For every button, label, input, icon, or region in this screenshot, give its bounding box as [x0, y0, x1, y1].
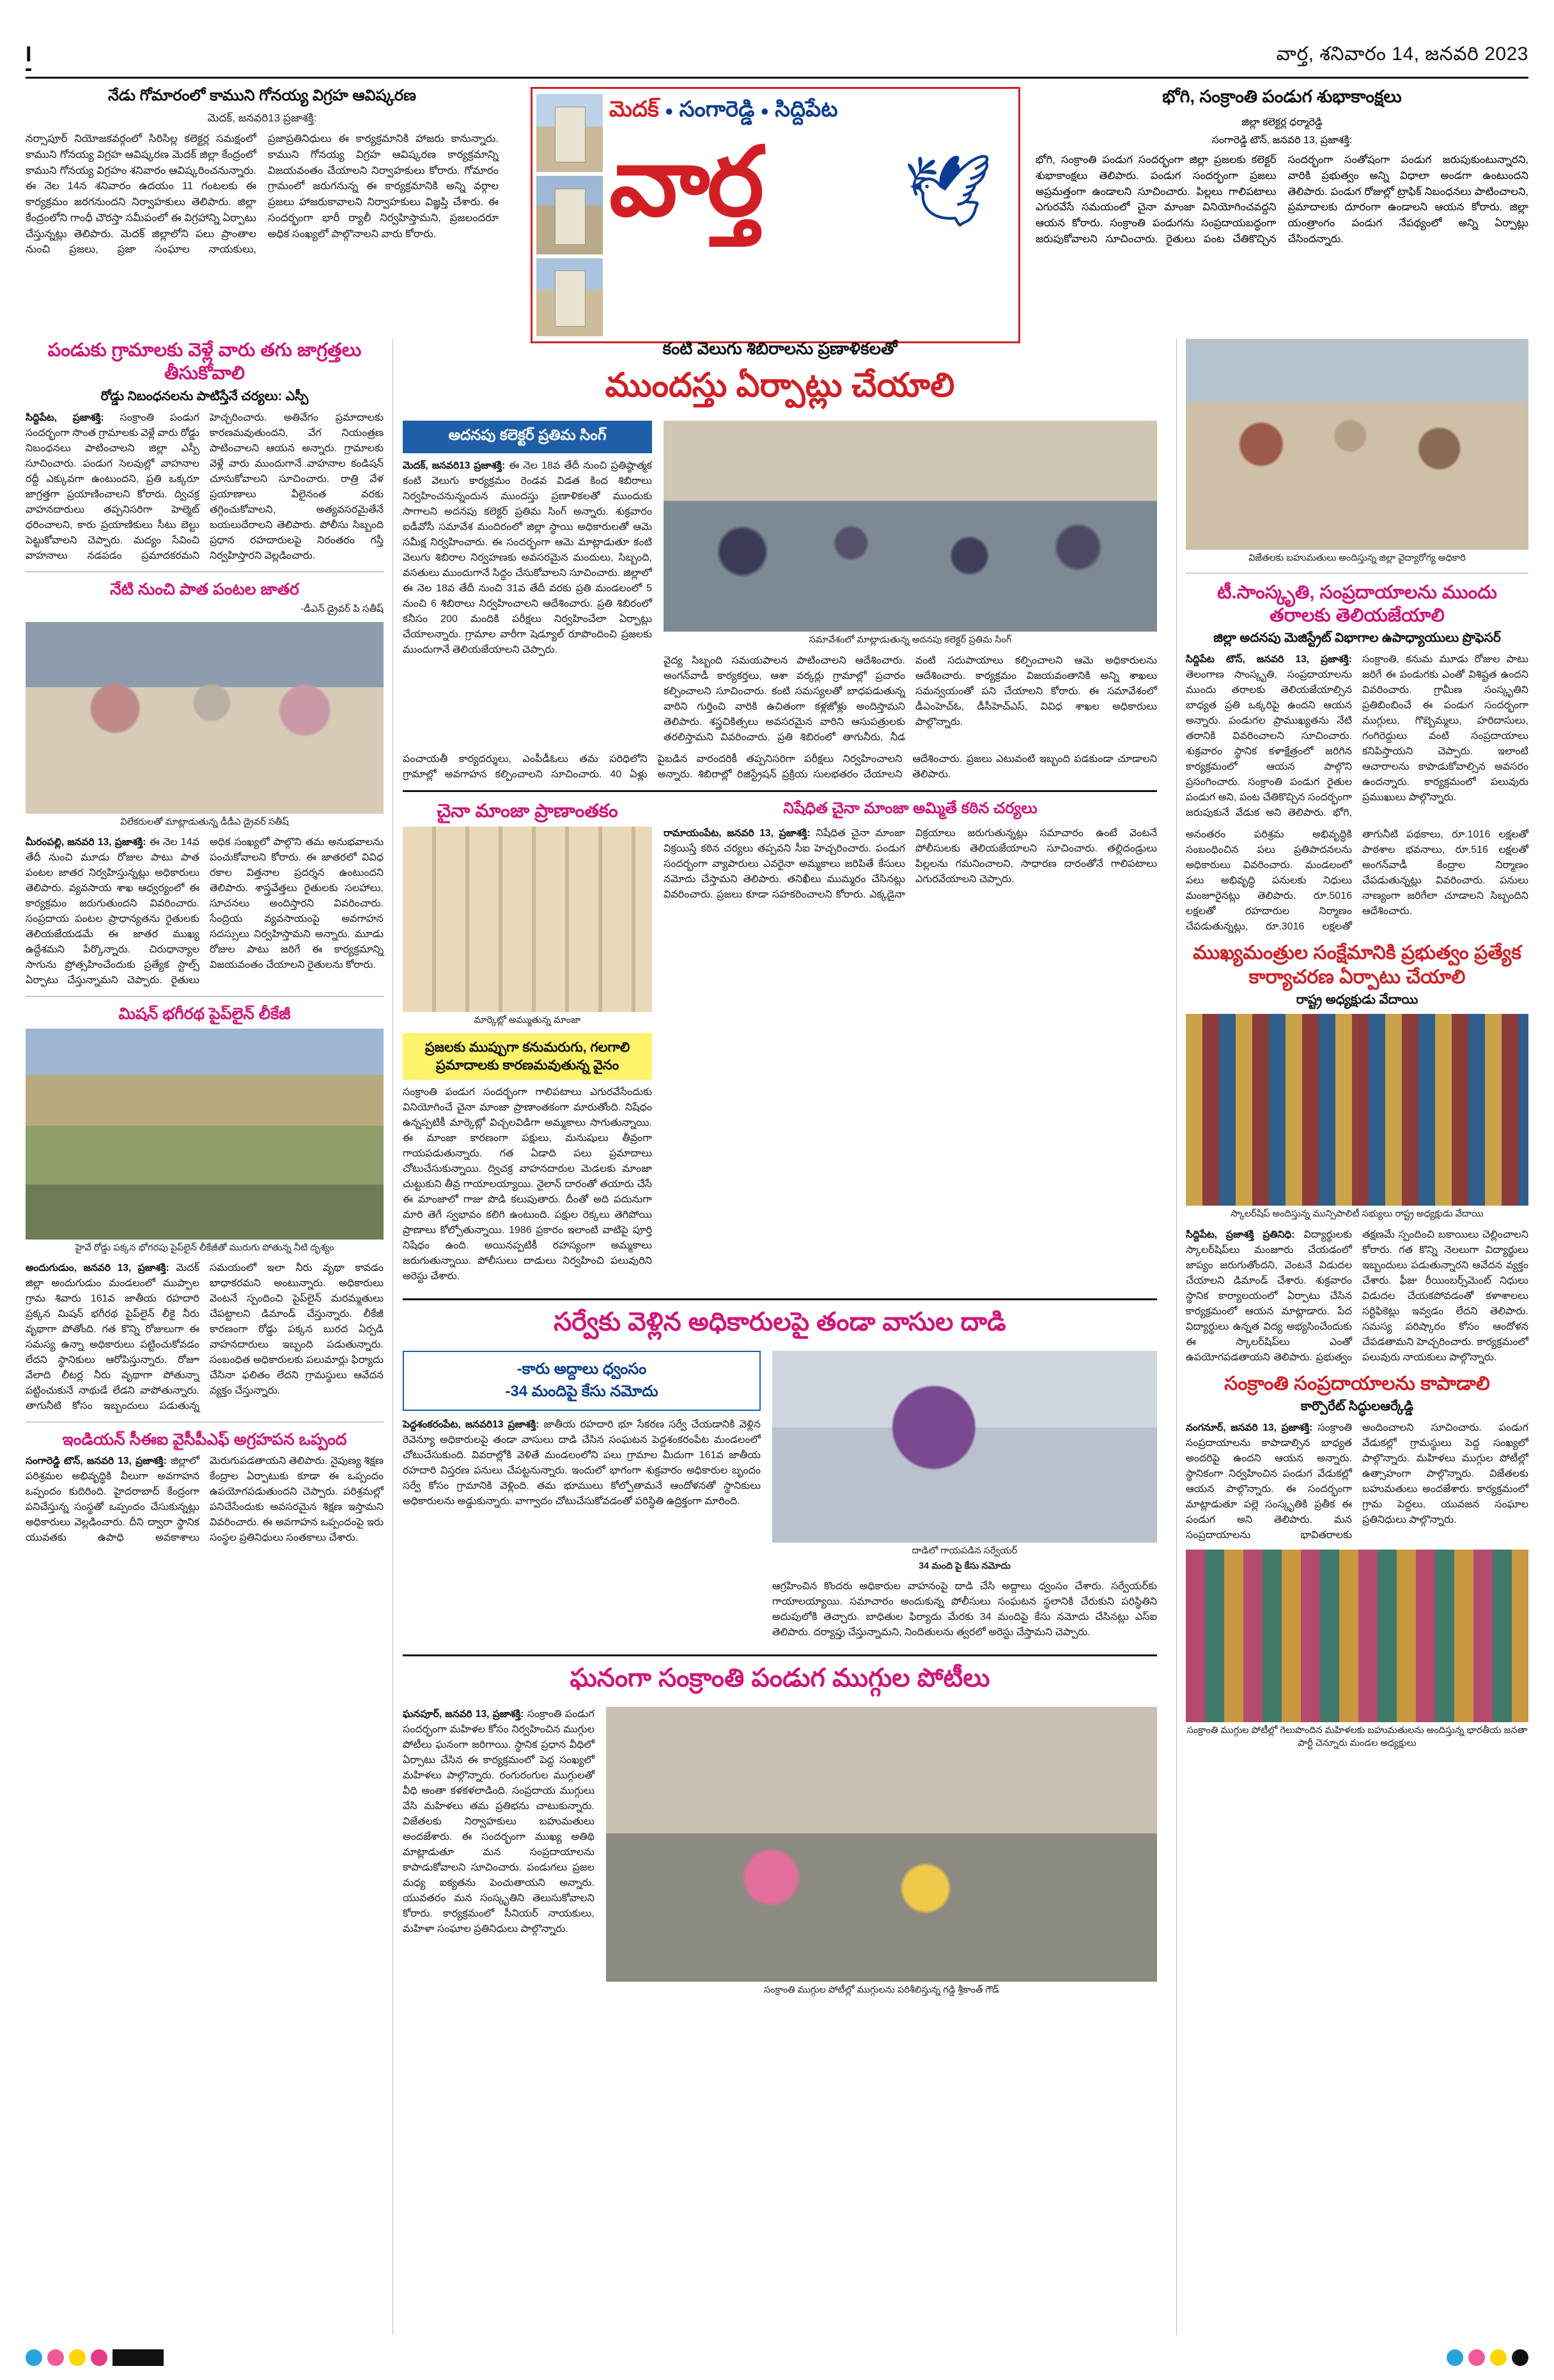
left-story-1-text: సంక్రాంతి పండుగ సందర్భంగా సొంత గ్రామాలకు వెళ్లే వారు రోడ్డు నిబంధనలు పాటించాలని జిల్లా ఎస్పీ సూచించారు. పండుగ సెలవుల్లో వాహనాల రద్దీ ఎక్కువగా ఉంటుందని, ప్రతి ఒక్కరూ జాగ్రత్తగా ప్రయాణించాలని కోరారు. ద్విచక్ర వాహనదారులు తప్పనిసరిగా హెల్మెట్ ధరించాలని, కారు ప్రయాణికులు సీటు బెల్టు పెట్టుకోవాలని చెప్పారు. మద్యం సేవించి వాహనాలు నడపడం ప్రమాదకరమని హెచ్చరించారు. అతివేగం ప్రమాదాలకు కారణమవుతుందని, వేగ నియంత్రణ పాటించాలని ఆయన అన్నారు. గ్రామాలకు వెళ్లే వారు ముందుగానే వాహనాల కండిషన్ చూసుకోవాలని సూచించారు. రాత్రి వేళ ప్రయాణాలు వీలైనంత వరకు తగ్గించుకోవాలని, అత్యవసరమైతేనే బయలుదేరాలని తెలిపారు. పోలీసు సిబ్బంది ప్రధాన రహదారులపై నిరంతరం గస్తీ నిర్వహిస్తారని వెల్లడించారు. [26, 412, 384, 561]
right-story-1 [1186, 581, 1528, 935]
attack-story [403, 1308, 1157, 1647]
footer-dot-black-2 [1512, 2349, 1528, 2366]
attack-subcaption: 34 మంది పై కేసు నమోదు [919, 1560, 1011, 1571]
right-story-2-body [1186, 1227, 1528, 1365]
right-story-1-dateline: సిద్దిపేట టౌన్, జనవరి 13, ప్రజాశక్తి: [1186, 654, 1352, 665]
attack-figure [772, 1351, 1157, 1573]
page-number: I [26, 42, 31, 71]
left-story-4 [26, 1430, 384, 1546]
manja-action-headline: నిషేధిత చైనా మాంజా అమ్మితే కఠిన చర్యలు [783, 799, 1037, 817]
right-story-3-dateline: నంగనూర్, జనవరి 13, ప్రజాశక్తి: [1186, 1422, 1313, 1434]
footer-dot-cyan-2 [1447, 2349, 1463, 2366]
top-left-body: నర్సాపూర్ నియోజకవర్గంలో సిరిసిల్ల కలెక్టర్ల సమక్షంలో కాముని గోనయ్య విగ్రహ ఆవిష్కరణ మెదక్ జిల్లా కేంద్రంలో కాముని గోనయ్య విగ్రహం శనివారం ఆవిష్కరించనున్నారు. ఈ నెల 14న శనివారం ఉదయం 11 గంటలకు ఈ కార్యక్రమం జరగనుందని నిర్వాహకులు తెలిపారు. జిల్లా కేంద్రంలోని గాంధీ చౌరస్తా సమీపంలో ఈ విగ్రహాన్ని ఏర్పాటు చేస్తున్నట్లు తెలిపారు. మెదక్ జిల్లాలోని పలు ప్రాంతాల నుంచి ప్రజలు, ప్రజా సంఘాల నాయకులు, ప్రజాప్రతినిధులు ఈ కార్యక్రమానికి హాజరు కానున్నారు. కాముని గోనయ్య విగ్రహ ఆవిష్కరణ కార్యక్రమాన్ని విజయవంతం చేయాలని నిర్వాహకులు కోరారు. గోమారం గ్రామంలో జరుగనున్న ఈ కార్యక్రమానికి అన్ని వర్గాల ప్రజలు హాజరుకావాలని నిర్వాహకులు విజ్ఞప్తి చేశారు. ఈ సందర్భంగా భారీ ర్యాలీ నిర్వహిస్తామని, ప్రజలందరూ అధిక సంఖ్యలో పాల్గొనాలని వారు కోరారు. [26, 133, 499, 256]
manja-image [403, 827, 652, 1012]
right-image-1 [1186, 339, 1528, 550]
attack-bullets [403, 1351, 761, 1411]
left-story-2-caption: విలేకరులతో మాట్లాడుతున్న డీడీఎ డ్రైవర్ సతీష్ [120, 816, 289, 827]
left-story-3-caption: హైవే రోడ్డు పక్కన భోగరపు పైప్‌లైన్ లీకేజీతో మురుగు పోతున్న నీటి దృశ్యం [75, 1242, 334, 1253]
rangoli-story [403, 1664, 1157, 2003]
dove-icon: 🕊 [903, 152, 993, 230]
footer-dots-left [26, 2349, 164, 2366]
top-right-subhead: జిల్లా కలెక్టర్ల ధర్మారెడ్డి [1241, 117, 1323, 128]
lead-caption: సమావేశంలో మాట్లాడుతున్న అదనపు కలెక్టర్ ప్రతిమ సింగ్ [809, 635, 1012, 645]
attack-image [772, 1351, 1157, 1543]
right-figure-2 [1186, 1014, 1528, 1221]
attack-caption: దాడిలో గాయపడిన సర్వేయర్ [912, 1545, 1018, 1556]
manja-figure [403, 827, 652, 1027]
right-caption-3: సంక్రాంతి ముగ్గుల పోటీల్లో గెలుపొందిన మహిళలకు బహుమతులను అందిస్తున్న భారతీయ జనతా పార్టీ చెన్నూరు మండల అధ్యక్షులు [1186, 1725, 1528, 1748]
lead-body-mid: వైద్య సిబ్బంది సమయపాలన పాటించాలని ఆదేశించారు. అంగన్‌వాడీ కార్యకర్తలు, ఆశా వర్కర్లు గ్రామాల్లో ప్రచారం కల్పించాలని సూచించారు. కంటి సమస్యలతో బాధపడుతున్న వారిని గుర్తించి వారికి ఉచితంగా కళ్లజోళ్లు అందిస్తామని తెలిపారు. శస్త్రచికిత్సలు అవసరమైన వారిని ఆసుపత్రులకు తరలిస్తామని వివరించారు. ప్రతి శిబిరంలో తాగునీరు, నీడ వంటి సదుపాయాలు కల్పించాలని ఆమె అధికారులను ఆదేశించారు. కార్యక్రమం విజయవంతానికి అన్ని శాఖలు సమన్వయంతో పని చేయాలని కోరారు. ఈ సమావేశంలో డీఎంహెచ్ఓ, డీసీహెచ్ఎస్, వివిధ శాఖల అధికారులు పాల్గొన్నారు. [664, 655, 1157, 743]
manja-caption: మార్కెట్లో అమ్ముతున్న మాంజా [474, 1015, 581, 1025]
top-left-dateline: మెదక్, జనవరి13 ప్రజాశక్తి: [207, 112, 317, 124]
left-story-2 [26, 580, 384, 989]
manja-section [403, 800, 1157, 1291]
attack-body-right: ఆగ్రహించిన కొందరు అధికారుల వాహనంపై దాడి చేసి అద్దాలు ధ్వంసం చేశారు. సర్వేయర్‌కు గాయాలయ్యాయి. సమాచారం అందుకున్న పోలీసులు సంఘటన స్థలానికి చేరుకుని పరిస్థితిని అదుపులోకి తెచ్చారు. బాధితుల ఫిర్యాదు మేరకు 34 మందిపై కేసు నమోదు చేసినట్లు ఎస్ఐ తెలిపారు. దర్యాప్తు చేస్తున్నామని, నిందితులను త్వరలో అరెస్టు చేస్తామని చెప్పారు. [772, 1581, 1157, 1638]
manja-body: సంక్రాంతి పండుగ సందర్భంగా గాలిపటాలు ఎగురవేసేందుకు వినియోగించే చైనా మాంజా ప్రాణాంతకంగా మారుతోంది. నిషేధం ఉన్నప్పటికీ మార్కెట్లో విచ్చలవిడిగా అమ్మకాలు సాగుతున్నాయి. ఈ మాంజా కారణంగా పక్షులు, మనుషులు తీవ్రంగా గాయపడుతున్నారు. గత ఏడాది పలు ప్రమాదాలు చోటుచేసుకున్నాయి. ద్విచక్ర వాహనదారుల మెడలకు మాంజా చుట్టుకుని తీవ్ర గాయాలయ్యాయి. నైలాన్ దారంతో తయారు చేసే ఈ మాంజాలో గాజు పొడి కలుపుతారు. దీంతో అది పదునుగా మారి తెగే స్వభావం కలిగి ఉంటుంది. పక్షుల రెక్కలు తెగిపోయి ప్రాణాలు కోల్పోతున్నాయి. 1986 ప్రకారం ఇలాంటి వాటిపై పూర్తి నిషేధం ఉంది. అయినప్పటికీ రహస్యంగా అమ్మకాలు జరుగుతున్నాయి. పోలీసులు దాడులు నిర్వహించి పలువురిని అరెస్టు చేశారు. [403, 1086, 652, 1282]
left-story-3-dateline: అందుగుడుం, జనవరి 13, ప్రజాశక్తి: [26, 1263, 169, 1274]
masthead-logo-block [531, 87, 1020, 343]
attack-bullet-1: -కారు అద్దాలు ధ్వంసం [517, 1360, 647, 1378]
right-story-1-headline: టీ.సాంస్కృతి, సంప్రదాయాలను ముందు తరాలకు తెలియజేయాలి [1217, 582, 1497, 626]
rangoli-body [403, 1707, 594, 1937]
lead-headline: ముందస్తు ఏర్పాట్లు చేయాలి [605, 367, 955, 404]
right-image-2 [1186, 1014, 1528, 1206]
attack-text-left: జాతీయ రహదారి భూ సేకరణ సర్వే చేయడానికి వెళ్లిన రెవెన్యూ అధికారులపై తండా వాసులు దాడి చేసిన సంఘటన పెద్దశంకరంపేట మండలంలో చోటుచేసుకుంది. వివరాల్లోకి వెళితే మండలంలోని పలు గ్రామాల మీదుగా 161వ జాతీయ రహదారి విస్తరణ పనులు చేపట్టనున్నారు. ఇందులో భాగంగా శుక్రవారం అధికారుల బృందం సర్వే కోసం గ్రామానికి వెళ్లింది. తమ భూములు కోల్పోతామనే ఆందోళనతో స్థానికులు అధికారులను అడ్డుకున్నారు. వాగ్వాదం చోటుచేసుకోవడంతో పరిస్థితి ఉద్రిక్తంగా మారింది. [403, 1419, 761, 1507]
district-separator-1: • [665, 99, 673, 124]
right-story-1-body-2: అనంతరం పరిశ్రమ అభివృద్ధికి సంబంధించిన పలు ప్రతిపాదనలను అధికారులు వివరించారు. మండలంలో పలు అభివృద్ధి పనులకు నిధులు మంజూరైనట్లు తెలిపారు. రూ.5016 లక్షలతో రహదారుల నిర్మాణం చేపడుతున్నట్లు, రూ.3016 లక్షలతో తాగునీటి పథకాలు, రూ.1016 లక్షలతో పాఠశాల భవనాలు, రూ.516 లక్షలతో అంగన్‌వాడీ కేంద్రాల నిర్మాణం చేపడుతున్నట్లు వివరించారు. పనులు నాణ్యంగా జరిగేలా చూడాలని సిబ్బందిని ఆదేశించారు. [1186, 829, 1528, 933]
top-left-story [26, 87, 499, 258]
right-story-1-text: తెలంగాణ సాంస్కృతి, సంప్రదాయాలను ముందు తరాలకు తెలియజేయాల్సిన బాధ్యత ప్రతి ఒక్కరిపై ఉందని ఆయన అన్నారు. పండుగల ప్రాముఖ్యతను నేటి తరానికి వివరించాలని సూచించారు. శుక్రవారం స్థానిక కళాక్షేత్రంలో జరిగిన కార్యక్రమంలో ఆయన పాల్గొని ప్రసంగించారు. సంక్రాంతి పండుగ రైతుల పండుగ అని, పంట చేతికొచ్చిన సందర్భంగా జరుపుకునే వేడుక అని తెలిపారు. భోగి, సంక్రాంతి, కనుమ మూడు రోజుల పాటు జరిగే ఈ పండుగకు ఎంతో విశిష్టత ఉందని వివరించారు. గ్రామీణ సంస్కృతిని ప్రతిబింబించే ఈ పండుగ సందర్భంగా ముగ్గులు, గొబ్బెమ్మలు, హరిదాసులు, గంగిరెద్దులు వంటి సంప్రదాయాలు కనిపిస్తాయని చెప్పారు. ఇలాంటి ఆచారాలను కాపాడుకోవాల్సిన అవసరం ఉందన్నారు. కార్యక్రమంలో పలువురు ప్రముఖులు పాల్గొన్నారు. [1186, 654, 1528, 819]
rangoli-dateline: ఘనపూర్, జనవరి 13, ప్రజాశక్తి: [403, 1709, 524, 1720]
footer-dot-yellow-2 [1490, 2349, 1507, 2366]
rangoli-image [606, 1707, 1157, 1982]
right-image-3 [1186, 1550, 1528, 1722]
right-story-1-subhead: జిల్లా అదనపు మెజిస్ట్రేట్ విభాగాల ఉపాధ్యాయులు ప్రొఫెసర్ [1213, 631, 1501, 646]
masthead-districts [609, 95, 1014, 128]
top-left-headline: నేడు గోమారంలో కాముని గోనయ్య విగ్రహ ఆవిష్కరణ [108, 87, 416, 104]
district-siddipet: సిద్దిపేట [775, 97, 838, 121]
left-column [26, 339, 393, 2335]
top-right-headline: భోగి, సంక్రాంతి పండుగ శుభాకాంక్షలు [1162, 87, 1402, 106]
rangoli-headline: ఘనంగా సంక్రాంతి పండుగ ముగ్గుల పోటీలు [570, 1664, 990, 1693]
footer-dot-yellow [69, 2349, 86, 2366]
left-story-4-dateline: సంగారెడ్డి టౌన్, జనవరి 13, ప్రజాశక్తి: [26, 1456, 167, 1467]
left-story-4-body [26, 1454, 384, 1546]
lead-text-left: ఈ నెల 18వ తేదీ నుంచి ప్రతిష్ఠాత్మక కంటి వెలుగు కార్యక్రమం రెండవ విడత కింద శిబిరాలు నిర్వహించనున్నందున ముందస్తు ప్రణాళికలతో ముందుకు సాగాలని అదనపు కలెక్టర్ ప్రతిమ సింగ్ అన్నారు. శుక్రవారం ఐడీవోసీ సమావేశ మందిరంలో జిల్లా స్థాయి అధికారులతో ఆమె సమీక్ష నిర్వహించారు. ఈ సందర్భంగా ఆమె మాట్లాడుతూ కంటి వెలుగు శిబిరాల నిర్వహణకు అవసరమైన మందులు, సిబ్బంది, వసతులు ముందుగానే సిద్ధం చేసుకోవాలని సూచించారు. జిల్లాలో ఈ నెల 18వ తేదీ నుంచి 31వ తేదీ వరకు ప్రతి మండలంలో 5 నుంచి 6 శిబిరాలు నిర్వహించాలని ఆదేశించారు. ప్రతి శిబిరంలో కనీసం 200 మందికి పరీక్షలు నిర్వహించేలా ఏర్పాట్లు చేయాలన్నారు. గ్రామాల వారీగా షెడ్యూల్ రూపొందించి ప్రజలకు ముందుగానే తెలియజేయాలని చెప్పారు. [403, 460, 652, 655]
manja-action-text: నిషేధిత చైనా మాంజా విక్రయిస్తే కఠిన చర్యలు తప్పవని సీఐ హెచ్చరించారు. పండుగ సందర్భంగా వ్యాపారులు ఎవరైనా అమ్మకాలు జరిపితే కేసులు నమోదు చేస్తామని తెలిపారు. తనిఖీలు ముమ్మరం చేసినట్లు వివరించారు. ప్రజలు కూడా సహకరించాలని కోరారు. ఎక్కడైనా విక్రయాలు జరుగుతున్నట్లు సమాచారం ఉంటే వెంటనే పోలీసులకు తెలియజేయాలని సూచించారు. తల్లిదండ్రులు పిల్లలను గమనించాలని, సాధారణ దారంతోనే గాలిపటాలు ఎగురవేయాలని చెప్పారు. [664, 827, 1157, 900]
left-story-2-figure [26, 622, 384, 829]
center-column [403, 339, 1157, 2335]
lead-figure [664, 421, 1157, 647]
masthead-photo-1 [536, 94, 603, 172]
rangoli-text: సంక్రాంతి పండుగ సందర్భంగా మహిళల కోసం నిర్వహించిన ముగ్గుల పోటీలు ఘనంగా జరిగాయి. స్థానిక ప్రధాన వీధిలో ఏర్పాటు చేసిన ఈ కార్యక్రమంలో పెద్ద సంఖ్యలో మహిళలు పాల్గొన్నారు. రంగురంగుల ముగ్గులతో వీధి అంతా కళకళలాడింది. సంప్రదాయ ముగ్గులు వేసి మహిళలు తమ ప్రతిభను చాటుకున్నారు. విజేతలకు నిర్వాహకులు బహుమతులు అందజేశారు. ఈ సందర్భంగా ముఖ్య అతిథి మాట్లాడుతూ మన సంప్రదాయాలను కాపాడుకోవాలని సూచించారు. పండుగలు ప్రజల మధ్య ఐక్యతను పెంచుతాయని అన్నారు. యువతరం మన సంస్కృతిని తెలుసుకోవాలని కోరారు. కార్యక్రమంలో సీనియర్ నాయకులు, మహిళా సంఘాల ప్రతినిధులు పాల్గొన్నారు. [403, 1709, 594, 1935]
right-story-3-body [1186, 1420, 1528, 1543]
left-story-3-figure [26, 1029, 384, 1255]
masthead-dateline: వార్త, శనివారం 14, జనవరి 2023 [1276, 43, 1528, 65]
right-story-2-text: విద్యార్థులకు స్కాలర్‌షిప్‌లు మంజూరు చేయడంలో జాప్యం జరుగుతోందని, వెంటనే విడుదల చేయాలని డిమాండ్ చేశారు. శుక్రవారం స్థానిక కార్యాలయంలో ఏర్పాటు చేసిన కార్యక్రమంలో ఆయన మాట్లాడారు. పేద విద్యార్థులు ఉన్నత విద్య అభ్యసించేందుకు ఈ స్కాలర్‌షిప్‌లు ఎంతో ఉపయోగపడతాయని తెలిపారు. ప్రభుత్వం తక్షణమే స్పందించి బకాయిలు చెల్లించాలని కోరారు. గత కొన్ని నెలలుగా విద్యార్థులు ఇబ్బందులు పడుతున్నారని ఆవేదన వ్యక్తం చేశారు. ఫీజు రీయింబర్స్‌మెంట్ నిధులు విడుదల చేయకపోవడంతో కళాశాలలు సర్టిఫికెట్లు ఇవ్వడం లేదని తెలిపారు. సమస్య పరిష్కారం కోసం ఆందోళన చేపడతామని హెచ్చరించారు. కార్యక్రమంలో పలువురు నాయకులు పాల్గొన్నారు. [1186, 1229, 1528, 1363]
manja-action-dateline: రామాయంపేట, జనవరి 13, ప్రజాశక్తి: [664, 827, 811, 839]
rangoli-caption: సంక్రాంతి ముగ్గుల పోటీల్లో ముగ్గులను పరిశీలిస్తున్న గడ్డి శ్రీకాంత్ గౌడ్ [764, 1985, 999, 1996]
district-separator-2: • [761, 99, 769, 124]
left-story-4-text: జిల్లాలో పరిశ్రమల అభివృద్ధికి వీలుగా అవగాహన ఒప్పందం కుదిరింది. హైదరాబాద్ కేంద్రంగా పనిచేస్తున్న సంస్థతో ఒప్పందం చేసుకున్నట్లు అధికారులు వెల్లడించారు. దీని ద్వారా స్థానిక యువతకు ఉపాధి అవకాశాలు మెరుగుపడతాయని తెలిపారు. నైపుణ్య శిక్షణ కేంద్రాల ఏర్పాటుకు కూడా ఈ ఒప్పందం ఉపయోగపడుతుందని చెప్పారు. పరిశ్రమల్లో పనిచేసేందుకు అవసరమైన శిక్షణ ఇస్తామని వివరించారు. ఈ అవగాహన ఒప్పందంపై ఇరు సంస్థల ప్రతినిధులు సంతకాలు చేశారు. [26, 1456, 384, 1544]
footer-dot-pink [91, 2349, 107, 2366]
right-caption-1: విజేతలకు బహుమతులు అందిస్తున్న జిల్లా వైద్యారోగ్య అధికారి [1248, 553, 1466, 563]
attack-body-left [403, 1417, 761, 1509]
top-right-dateline: సంగారెడ్డి టౌన్, జనవరి 13, ప్రజాశక్తి: [1211, 135, 1353, 146]
lead-kicker: కంటి వెలుగు శిబిరాలను ప్రణాళికలతో [662, 339, 897, 358]
lead-story [403, 339, 1157, 782]
right-highlight-1-sub: రాష్ట్ర అధ్యక్షుడు వేదాయి [1296, 993, 1418, 1007]
footer-dots-right [1447, 2349, 1528, 2366]
right-figure-3 [1186, 1550, 1528, 1750]
top-right-story [1036, 87, 1528, 247]
left-story-2-image [26, 622, 384, 814]
attack-headline: సర్వేకు వెళ్లిన అధికారులపై తండా వాసుల దాడి [554, 1307, 1006, 1336]
masthead-photo-2 [536, 176, 603, 254]
left-story-1-dateline: సిద్దిపేట, ప్రజాశక్తి: [26, 412, 104, 423]
left-story-3-headline: మిషన్ భగీరథ పైప్‌లైన్ లీకేజీ [118, 1005, 291, 1023]
right-story-2-dateline: సిద్దిపేట, ప్రజాశక్తి ప్రతినిధి: [1186, 1229, 1295, 1240]
left-story-3-body [26, 1261, 384, 1414]
masthead-photo-strip [536, 94, 603, 336]
right-column [1176, 339, 1528, 2335]
right-highlight-1: ముఖ్యమంత్రుల సంక్షేమానికి ప్రభుత్వం ప్రత్యేక కార్యాచరణ ఏర్పాటు చేయాలి [1193, 942, 1521, 988]
lead-body-right: పంచాయతీ కార్యదర్శులు, ఎంపీడీఓలు తమ పరిధిలోని గ్రామాల్లో అవగాహన కల్పించాలని సూచించారు. 40 ఏళ్లు పైబడిన వారందరికీ తప్పనిసరిగా పరీక్షలు నిర్వహించాలని అన్నారు. శిబిరాల్లో రిజిస్ట్రేషన్ ప్రక్రియ సులభతరం చేయాలని ఆదేశించారు. ప్రజలు ఎటువంటి ఇబ్బంది పడకుండా చూడాలని తెలిపారు. [403, 753, 1157, 780]
footer-registration-marks [26, 2349, 1528, 2368]
footer-dot-cyan [26, 2349, 42, 2366]
lead-body-left [403, 458, 652, 658]
lead-dateline: మెదక్, జనవరి13 ప్రజాశక్తి: [403, 460, 506, 471]
top-right-body: భోగి, సంక్రాంతి పండుగ సందర్భంగా జిల్లా ప్రజలకు కలెక్టర్ శుభాకాంక్షలు తెలిపారు. పండుగ సందర్భంగా ప్రజలు అప్రమత్తంగా ఉండాలని సూచించారు. పిల్లలు గాలిపటాలు ఎగురవేసే సమయంలో చైనా మాంజా వినియోగించవద్దని ఆయన కోరారు. సంక్రాంతి పండుగను సంప్రదాయబద్ధంగా జరుపుకోవాలని సూచించారు. రైతులు పంట చేతికొచ్చిన సందర్భంగా సంతోషంగా పండుగ జరుపుకుంటున్నారని, వారికి ప్రభుత్వం అన్ని విధాలా అండగా ఉంటుందని తెలిపారు. పండుగ రోజుల్లో ట్రాఫిక్ నిబంధనలు పాటించాలని, ప్రమాదాలకు దూరంగా ఉండాలని ఆయన కోరారు. జిల్లా యంత్రాంగం పండుగ నేపథ్యంలో అన్ని ఏర్పాట్లు చేసిందన్నారు. [1036, 154, 1528, 245]
footer-dot-magenta [47, 2349, 64, 2366]
masthead-title: వార్త [609, 128, 762, 235]
center-divider-3 [403, 1654, 1157, 1656]
content-area [26, 339, 1528, 2335]
left-divider-2 [26, 996, 384, 997]
footer-bar-black [113, 2349, 164, 2366]
left-story-2-body [26, 835, 384, 988]
center-divider-2 [403, 1298, 1157, 1300]
district-sangareddy: సంగారెడ్డి [679, 97, 755, 121]
left-story-3-image [26, 1029, 384, 1240]
right-story-1-body [1186, 652, 1528, 821]
left-story-3 [26, 1004, 384, 1414]
left-story-4-headline: ఇండియన్ సీఈఐ వైసీపీఎఫ్ అగ్రహపన ఒప్పంద [62, 1431, 347, 1449]
left-story-1-subhead: రోడ్డు నిబంధనలను పాటిస్తేనే చర్యలు: ఎస్పీ [100, 389, 309, 403]
left-story-1-headline: పండుకు గ్రామాలకు వెళ్లే వారు తగు జాగ్రత్తలు తీసుకోవాలి [47, 340, 362, 384]
left-story-1 [26, 339, 384, 564]
footer-dot-magenta-2 [1468, 2349, 1485, 2366]
left-story-2-byline: -డీఎన్ డ్రైవర్ పి సతీష్ [300, 603, 384, 614]
attack-bullet-2: -34 మందిపై కేసు నమోదు [505, 1382, 658, 1400]
district-medak: మెదక్ [609, 97, 659, 121]
rangoli-figure [606, 1707, 1157, 1997]
manja-headline: చైనా మాంజా ప్రాణాంతకం [437, 800, 618, 821]
right-highlight-2-sub: కార్పొరేట్ సిద్ధులఆర్కేడ్డి [1300, 1399, 1414, 1414]
right-story-3-text: సంక్రాంతి సంప్రదాయాలను కాపాడాల్సిన బాధ్యత అందరిపై ఉందని ఆయన అన్నారు. స్థానికంగా నిర్వహించిన పండుగ వేడుకల్లో ఆయన పాల్గొన్నారు. ఈ సందర్భంగా మాట్లాడుతూ పల్లె సంస్కృతికి ప్రతీక ఈ పండుగ అని తెలిపారు. మన సంప్రదాయాలను భావితరాలకు అందించాలని సూచించారు. పండుగ వేడుకల్లో గ్రామస్థులు పెద్ద సంఖ్యలో పాల్గొన్నారు. మహిళలు ముగ్గుల పోటీల్లో ఉత్సాహంగా పాల్గొన్నారు. విజేతలకు బహుమతులు అందజేశారు. కార్యక్రమంలో గ్రామ పెద్దలు, యువజన సంఘాల ప్రతినిధులు పాల్గొన్నారు. [1186, 1422, 1528, 1541]
attack-dateline: పెద్దశంకరంపేట, జనవరి13 ప్రజాశక్తి: [403, 1419, 540, 1430]
lead-image [664, 421, 1157, 632]
left-story-3-text: మెదక్ జిల్లా అందుగుడుం మండలంలో ముప్పాల గ్రామ శివారు 161వ జాతీయ రహదారి ప్రక్కన మిషన్ భగీరథ పైప్‌లైన్ లీకై నీరు వృథాగా పోతోంది. గత కొన్ని రోజులుగా ఈ సమస్య ఉన్నా అధికారులు పట్టించుకోవడం లేదని స్థానికులు ఆరోపిస్తున్నారు. రోజూ వేలాది లీటర్ల నీరు వృథాగా పోతున్నా పట్టించుకునే నాథుడే లేడని వాపోతున్నారు. తాగునీటి కోసం ఇబ్బందులు పడుతున్న సమయంలో ఇలా నీరు వృథా కావడం బాధాకరమని అంటున్నారు. అధికారులు వెంటనే స్పందించి పైప్‌లైన్ మరమ్మతులు చేపట్టాలని డిమాండ్ చేస్తున్నారు. లీకేజీ కారణంగా రోడ్డు పక్కన బురద ఏర్పడి వాహనదారులు ఇబ్బంది పడుతున్నారు. సంబంధిత అధికారులకు పలుమార్లు ఫిర్యాదు చేసినా ఫలితం లేదని గ్రామస్థులు ఆవేదన వ్యక్తం చేస్తున్నారు. [26, 1263, 384, 1412]
right-caption-2: స్కాలర్‌షిప్ అందిస్తున్న మున్సిపాలిటీ సభ్యులు రాష్ట్ర అధ్యక్షుడు వేదాయి [1231, 1209, 1484, 1220]
left-story-2-headline: నేటి నుంచి పాత పంటల జాతర [110, 580, 299, 598]
lead-official-badge: అదనపు కలెక్టర్ ప్రతిమ సింగ్ [403, 421, 652, 453]
masthead-rule [26, 77, 1528, 79]
right-highlight-2: సంక్రాంతి సంప్రదాయాలను కాపాడాలి [1224, 1373, 1490, 1394]
left-story-2-text: ఈ నెల 14వ తేదీ నుంచి మూడు రోజుల పాటు పాత పంటల జాతర నిర్వహిస్తున్నట్లు అధికారులు తెలిపారు. వ్యవసాయ శాఖ ఆధ్వర్యంలో ఈ కార్యక్రమం జరుగుతుందని వివరించారు. సంప్రదాయ పంటల ప్రాధాన్యతను రైతులకు తెలియజేయడమే ఈ జాతర ముఖ్య ఉద్దేశమని పేర్కొన్నారు. చిరుధాన్యాల సాగును ప్రోత్సహించేందుకు ప్రత్యేక స్టాల్స్ ఏర్పాటు చేస్తున్నామని చెప్పారు. రైతులు అధిక సంఖ్యలో పాల్గొని తమ అనుభవాలను పంచుకోవాలని కోరారు. ఈ జాతరలో వివిధ రకాల విత్తనాల ప్రదర్శన ఉంటుందని తెలిపారు. శాస్త్రవేత్తలు రైతులకు సలహాలు, సూచనలు అందిస్తారని వివరించారు. సేంద్రియ వ్యవసాయంపై అవగాహన సదస్సులు నిర్వహిస్తామని అన్నారు. మూడు రోజుల పాటు జరిగే ఈ కార్యక్రమాన్ని విజయవంతం చేయాలని రైతులను కోరారు. [26, 837, 384, 986]
left-story-1-body [26, 410, 384, 564]
right-figure-1 [1186, 339, 1528, 565]
manja-yellow-box: ప్రజలకు ముప్పుగా కనుమరుగు, గలగాలి ప్రమాదాలకు కారణమవుతున్న వైనం [403, 1033, 652, 1080]
center-divider-1 [403, 790, 1157, 792]
left-story-2-dateline: మీరంపల్లి, జనవరి 13, ప్రజాశక్తి: [26, 837, 146, 848]
masthead-photo-3 [536, 258, 603, 336]
masthead [26, 31, 1528, 331]
manja-action-body [664, 826, 1157, 903]
